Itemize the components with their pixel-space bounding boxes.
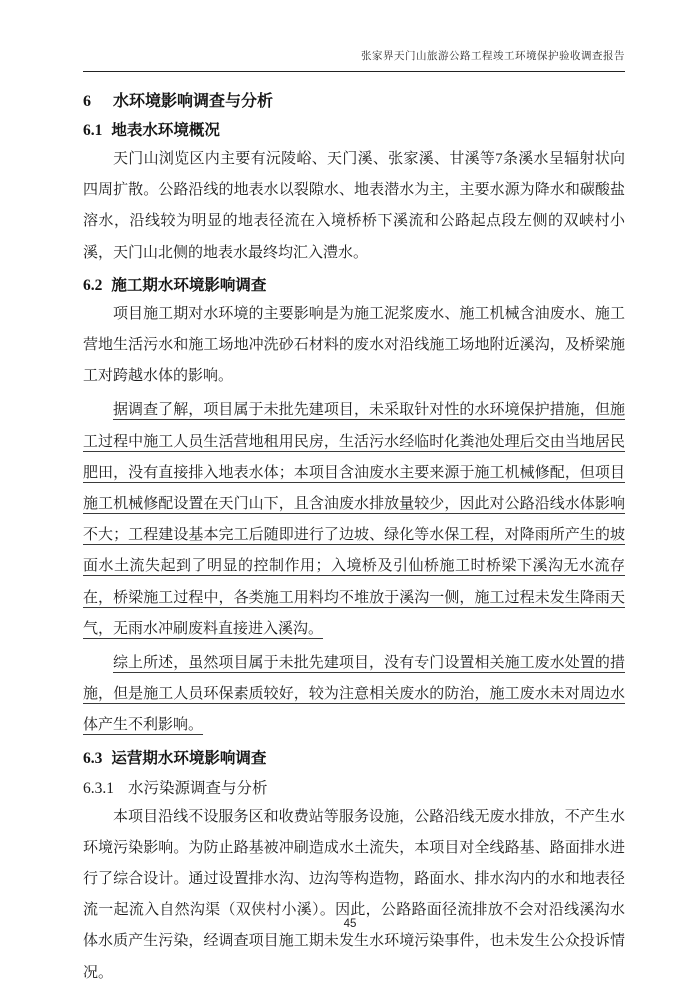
page-body <box>83 92 625 989</box>
heading-section-6-3 <box>83 749 625 769</box>
paragraph-construction-conclusion-underlined: 综上所述，虽然项目属于未批先建项目，没有专门设置相关施工废水处置的措施，但是施工人员环保素质较好，较为注意相关废水的防治，施工废水未对周边水体产生不利影响。 <box>83 655 625 734</box>
paragraph-operation-pollution-source: 本项目沿线不设服务区和收费站等服务设施，公路沿线无废水排放，不产生水环境污染影响。为防止路基被冲刷造成水土流失，本项目对全线路基、路面排水进行了综合设计。通过设置排水沟、边沟等构造物，路面水、排水沟内的水和地表径流一起流入自然沟渠（双侠村小溪）。因此，公路路面径流排放不会对沿线溪沟水体水质产生污染，经调查项目施工期未发生水环境污染事件，也未发生公众投诉情况。 <box>83 808 625 981</box>
heading-section-6-2 <box>83 276 625 296</box>
heading-number: 6.1 <box>83 122 103 139</box>
paragraph-construction-impact-intro: 项目施工期对水环境的主要影响是为施工泥浆废水、施工机械含油废水、施工营地生活污水和施工场地冲洗砂石材料的废水对沿线施工场地附近溪沟，及桥梁施工对跨越水体的影响。 <box>83 305 625 385</box>
heading-title: 运营期水环境影响调查 <box>111 749 267 767</box>
page-footer <box>0 918 700 930</box>
heading-number: 6.2 <box>83 276 103 294</box>
page-number: 45 <box>343 918 357 930</box>
paragraph-surface-water-overview: 天门山浏览区内主要有沅陵峪、天门溪、张家溪、甘溪等7条溪水呈辐射状向四周扩散。公路沿线的地表水以裂隙水、地表潜水为主，主要水源为降水和碳酸盐溶水，沿线较为明显的地表径流在入境桥桥下溪流和公路起点段左侧的双峡村小溪，天门山北侧的地表水最终均汇入澧水。 <box>83 151 625 261</box>
heading-number: 6.3 <box>83 749 103 767</box>
heading-number: 6.3.1 <box>83 779 114 797</box>
heading-title: 水污染源调查与分析 <box>128 779 268 797</box>
paragraph-construction-survey-underlined: 据调查了解，项目属于未批先建项目，未采取针对性的水环境保护措施，但施工过程中施工人员生活营地租用民房，生活污水经临时化粪池处理后交由当地居民肥田，没有直接排入地表水体；本项目含油废水主要来源于施工机械修配，但项目施工机械修配设置在天门山下，且含油废水排放量较少，因此对公路沿线水体影响不大；工程建设基本完工后随即进行了边坡、绿化等水保工程，对降雨所产生的坡面水土流失起到了明显的控制作用；入境桥及引仙桥施工时桥梁下溪沟无水流存在，桥梁施工过程中，各类施工用料均不堆放于溪沟一侧，施工过程未发生降雨天气，无雨水冲刷废料直接进入溪沟。 <box>83 402 625 637</box>
heading-section-6 <box>83 92 625 112</box>
header-rule <box>83 71 625 72</box>
heading-section-6-1 <box>83 121 625 141</box>
page-header <box>83 50 625 72</box>
heading-number: 6 <box>83 93 91 110</box>
heading-title: 地表水环境概况 <box>111 122 220 139</box>
heading-section-6-3-1 <box>83 779 625 799</box>
running-header-title: 张家界天门山旅游公路工程竣工环境保护验收调查报告 <box>361 51 625 62</box>
heading-title: 施工期水环境影响调查 <box>111 276 267 294</box>
heading-title: 水环境影响调查与分析 <box>113 93 274 110</box>
